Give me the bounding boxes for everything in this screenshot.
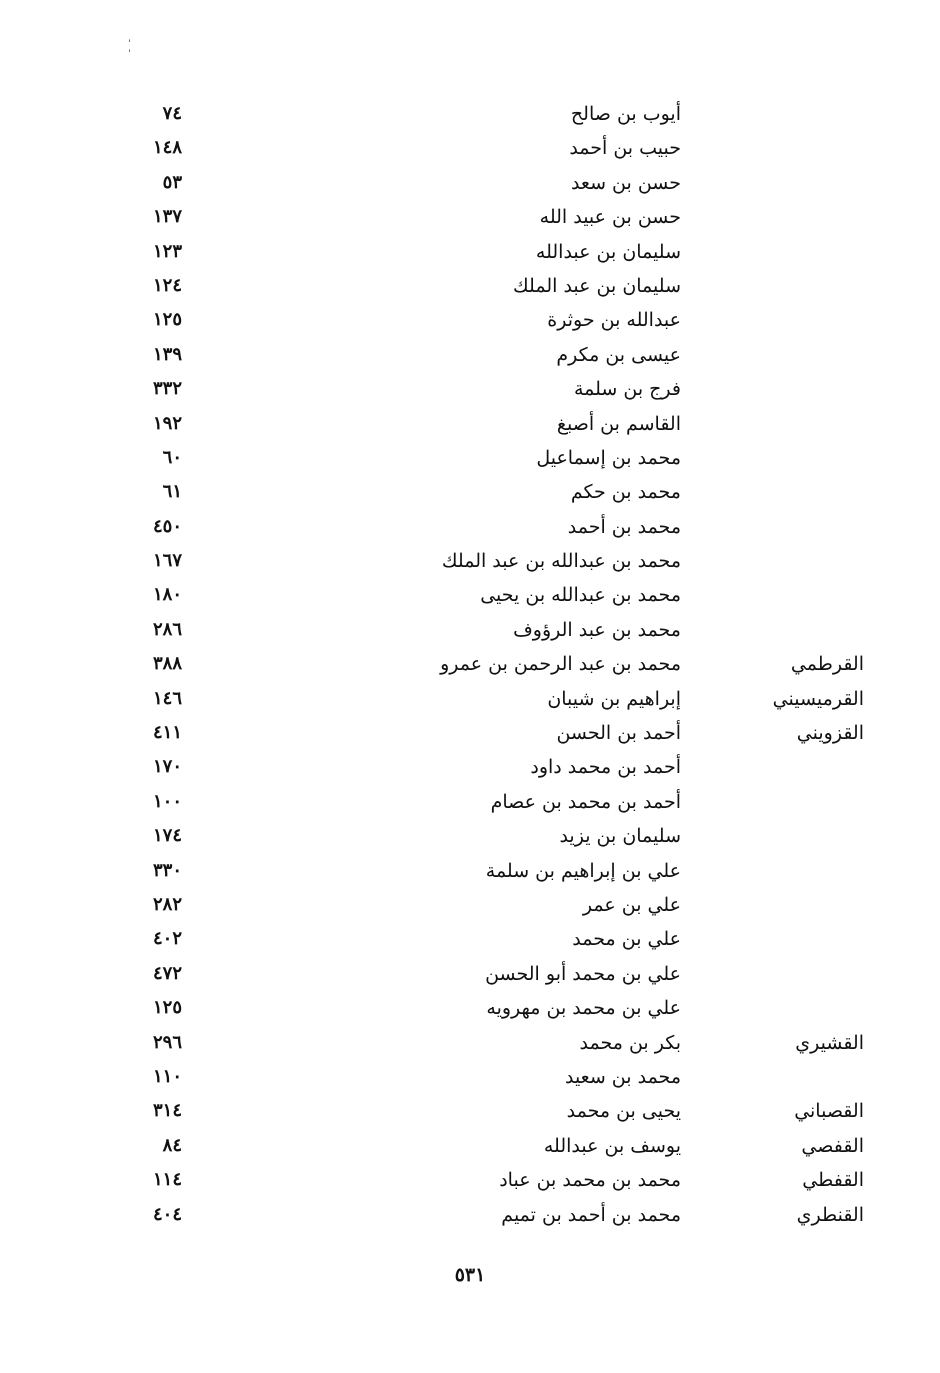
index-entry [0, 789, 940, 823]
index-entry [0, 445, 940, 479]
index-entry [0, 514, 940, 548]
entry-page-ref: ٧٤ [162, 103, 182, 124]
entry-name: حبيب بن أحمد [569, 137, 681, 160]
index-entry [0, 342, 940, 376]
entry-name: سليمان بن عبدالله [535, 240, 681, 263]
entry-nisba: القفصي [801, 1134, 864, 1157]
entry-page-ref: ٣٣٠ [152, 859, 182, 881]
entry-name: بكر بن محمد [579, 1031, 681, 1054]
entry-page-ref: ٤٠٢ [152, 928, 182, 950]
entry-name: علي بن محمد بن مهرويه [486, 997, 681, 1020]
entry-name: سليمان بن يزيد [559, 825, 681, 848]
entry-name: أحمد بن محمد داود [530, 756, 681, 779]
entry-name: محمد بن سعيد [564, 1065, 681, 1088]
entry-name: أيوب بن صالح [570, 103, 681, 125]
entry-page-ref: ١٢٤ [152, 274, 182, 296]
entry-name: فرج بن سلمة [573, 378, 681, 401]
index-entry [0, 582, 940, 616]
entry-nisba: القرطمي [790, 653, 864, 676]
index-entry [0, 651, 940, 685]
entry-nisba: القرميسيني [772, 687, 864, 710]
entry-page-ref: ٤١١ [152, 722, 182, 744]
entry-page-ref: ١٤٦ [152, 687, 182, 709]
entry-page-ref: ١٨٠ [152, 584, 182, 606]
index-entry [0, 239, 940, 273]
entry-name: علي بن محمد أبو الحسن [485, 962, 681, 985]
index-entry [0, 548, 940, 582]
entry-page-ref: ١٧٤ [152, 825, 182, 847]
entry-name: عيسى بن مكرم [556, 343, 681, 366]
index-entry [0, 101, 940, 135]
entry-name: أحمد بن الحسن [556, 722, 681, 745]
entry-name: القاسم بن أصبغ [556, 412, 681, 435]
index-entry [0, 1133, 940, 1167]
entry-name: محمد بن أحمد بن تميم [501, 1203, 681, 1226]
entry-name: عبدالله بن حوثرة [547, 309, 681, 332]
scan-marks: ˈ ˈ [128, 38, 132, 61]
entry-name: محمد بن أحمد [567, 515, 681, 538]
index-entry [0, 617, 940, 651]
index-entry [0, 995, 940, 1029]
index-entry [0, 686, 940, 720]
entry-page-ref: ٣١٤ [152, 1100, 182, 1122]
index-entry [0, 754, 940, 788]
entry-page-ref: ٢٨٢ [152, 893, 182, 915]
entry-nisba: القزويني [796, 722, 864, 745]
entry-page-ref: ١٧٠ [152, 756, 182, 778]
index-entry [0, 376, 940, 410]
entry-page-ref: ٨٤ [162, 1134, 182, 1156]
entry-page-ref: ٢٨٦ [152, 618, 182, 640]
index-entry [0, 892, 940, 926]
entry-page-ref: ٦٠ [162, 446, 182, 468]
entry-page-ref: ٣٣٢ [152, 378, 182, 400]
index-entry [0, 858, 940, 892]
entry-page-ref: ٤٥٠ [152, 515, 182, 537]
entry-name: يوسف بن عبدالله [543, 1134, 681, 1157]
index-entry [0, 961, 940, 995]
index-entry [0, 479, 940, 513]
entry-name: حسن بن عبيد الله [539, 206, 681, 229]
entry-page-ref: ٣٨٨ [152, 653, 182, 675]
entry-name: محمد بن عبدالله بن عبد الملك [441, 550, 681, 573]
index-entry [0, 720, 940, 754]
entry-nisba: القصباني [794, 1100, 864, 1123]
index-entry [0, 823, 940, 857]
page-number: ٥٣١ [454, 1264, 486, 1286]
entry-name: محمد بن عبد الرحمن بن عمرو [440, 653, 681, 676]
entry-page-ref: ١٢٣ [152, 240, 182, 262]
entry-page-ref: ١١٠ [152, 1065, 182, 1087]
entry-page-ref: ٤٧٢ [152, 962, 182, 984]
entry-page-ref: ٦١ [162, 481, 182, 503]
entry-name: محمد بن إسماعيل [536, 446, 681, 469]
index-entry [0, 411, 940, 445]
index-entry [0, 1098, 940, 1132]
entry-page-ref: ١١٤ [152, 1169, 182, 1191]
entry-nisba: القشيري [795, 1031, 864, 1054]
index-entry [0, 307, 940, 341]
entry-page-ref: ١٩٢ [152, 412, 182, 434]
entry-page-ref: ٥٣ [162, 171, 182, 193]
entry-name: علي بن محمد [572, 928, 681, 951]
entry-name: سليمان بن عبد الملك [513, 274, 681, 297]
index-entry [0, 1202, 940, 1236]
entry-name: أحمد بن محمد بن عصام [490, 790, 681, 813]
entry-name: محمد بن محمد بن عباد [499, 1169, 681, 1192]
entry-page-ref: ١٣٧ [152, 206, 182, 228]
entry-page-ref: ١٦٧ [152, 550, 182, 572]
entry-nisba: القنطري [796, 1203, 864, 1226]
entry-name: إبراهيم بن شيبان [547, 687, 681, 710]
index-entry [0, 170, 940, 204]
entry-name: علي بن عمر [582, 893, 681, 916]
entry-page-ref: ١٣٩ [152, 343, 182, 365]
index-entry [0, 1064, 940, 1098]
entry-page-ref: ١٢٥ [152, 309, 182, 331]
entry-name: محمد بن عبد الرؤوف [513, 618, 681, 641]
index-entry [0, 273, 940, 307]
entry-name: علي بن إبراهيم بن سلمة [485, 859, 681, 882]
entry-name: محمد بن عبدالله بن يحيى [480, 584, 681, 607]
index-entry [0, 1167, 940, 1201]
name-index-list [0, 101, 940, 1236]
entry-page-ref: ٢٩٦ [152, 1031, 182, 1053]
entry-nisba: القفطي [802, 1169, 864, 1192]
entry-name: يحيى بن محمد [566, 1100, 681, 1123]
index-entry [0, 204, 940, 238]
entry-page-ref: ١٤٨ [152, 137, 182, 159]
index-entry [0, 926, 940, 960]
entry-page-ref: ١٠٠ [152, 790, 182, 812]
entry-page-ref: ١٢٥ [152, 997, 182, 1019]
index-entry [0, 1030, 940, 1064]
entry-page-ref: ٤٠٤ [152, 1203, 182, 1225]
entry-name: حسن بن سعد [570, 171, 681, 194]
index-entry [0, 135, 940, 169]
entry-name: محمد بن حكم [570, 481, 681, 504]
